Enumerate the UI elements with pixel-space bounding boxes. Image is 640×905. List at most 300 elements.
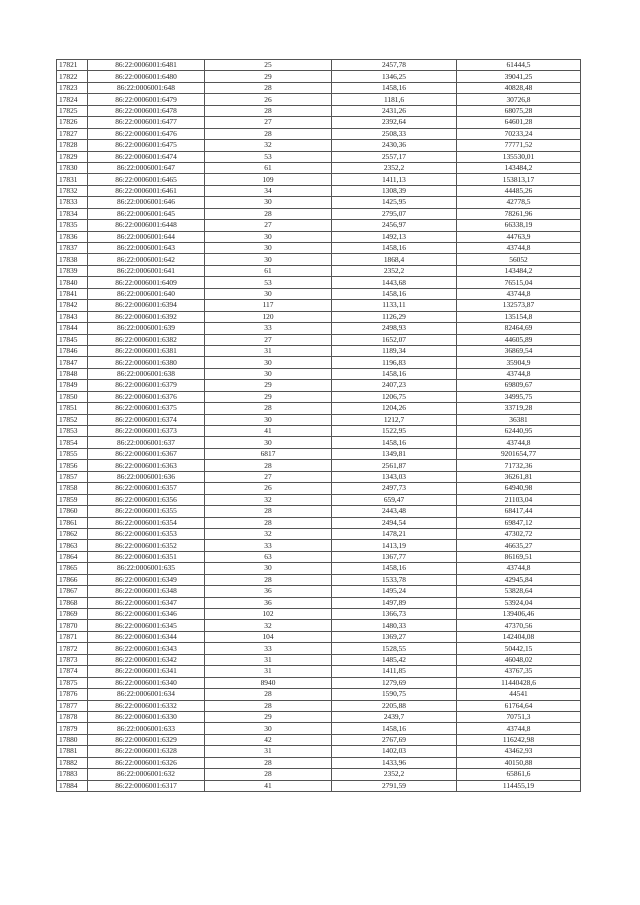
row-number-cell: 17862 [57, 528, 88, 539]
cadastral-number-cell: 86:22:0006001:6461 [88, 185, 205, 196]
cadastral-value-cell: 53828,64 [457, 586, 581, 597]
cadastral-number-cell: 86:22:0006001:632 [88, 769, 205, 780]
cadastral-value-table [56, 59, 581, 792]
area-cell: 28 [205, 769, 332, 780]
cadastral-value-cell: 33719,28 [457, 403, 581, 414]
specific-value-cell: 2443,48 [332, 506, 457, 517]
cadastral-number-cell: 86:22:0006001:6357 [88, 483, 205, 494]
cadastral-value-cell: 64601,28 [457, 117, 581, 128]
specific-value-cell: 1133,11 [332, 300, 457, 311]
table-row [57, 254, 581, 265]
cadastral-number-cell: 86:22:0006001:6376 [88, 391, 205, 402]
table-row [57, 174, 581, 185]
specific-value-cell: 1868,4 [332, 254, 457, 265]
cadastral-value-cell: 36381 [457, 414, 581, 425]
table-row [57, 551, 581, 562]
specific-value-cell: 659,47 [332, 494, 457, 505]
specific-value-cell: 1212,7 [332, 414, 457, 425]
table-row [57, 677, 581, 688]
area-cell: 31 [205, 654, 332, 665]
cadastral-number-cell: 86:22:0006001:6380 [88, 357, 205, 368]
area-cell: 42 [205, 734, 332, 745]
table-row [57, 609, 581, 620]
cadastral-value-cell: 78261,96 [457, 208, 581, 219]
row-number-cell: 17833 [57, 197, 88, 208]
cadastral-number-cell: 86:22:0006001:6363 [88, 460, 205, 471]
row-number-cell: 17856 [57, 460, 88, 471]
area-cell: 34 [205, 185, 332, 196]
cadastral-value-cell: 43744,8 [457, 288, 581, 299]
cadastral-number-cell: 86:22:0006001:637 [88, 437, 205, 448]
area-cell: 6817 [205, 448, 332, 459]
area-cell: 28 [205, 403, 332, 414]
cadastral-value-cell: 46048,02 [457, 654, 581, 665]
area-cell: 31 [205, 746, 332, 757]
cadastral-number-cell: 86:22:0006001:641 [88, 265, 205, 276]
specific-value-cell: 1458,16 [332, 243, 457, 254]
cadastral-value-cell: 44485,26 [457, 185, 581, 196]
cadastral-value-cell: 43744,8 [457, 723, 581, 734]
area-cell: 104 [205, 631, 332, 642]
specific-value-cell: 2456,97 [332, 220, 457, 231]
table-row [57, 243, 581, 254]
table-row [57, 300, 581, 311]
area-cell: 30 [205, 231, 332, 242]
cadastral-number-cell: 86:22:0006001:6373 [88, 426, 205, 437]
table-row [57, 128, 581, 139]
cadastral-number-cell: 86:22:0006001:636 [88, 471, 205, 482]
cadastral-number-cell: 86:22:0006001:6478 [88, 105, 205, 116]
row-number-cell: 17853 [57, 426, 88, 437]
row-number-cell: 17877 [57, 700, 88, 711]
area-cell: 33 [205, 540, 332, 551]
row-number-cell: 17878 [57, 711, 88, 722]
cadastral-number-cell: 86:22:0006001:6474 [88, 151, 205, 162]
area-cell: 30 [205, 437, 332, 448]
row-number-cell: 17843 [57, 311, 88, 322]
row-number-cell: 17828 [57, 140, 88, 151]
cadastral-number-cell: 86:22:0006001:6375 [88, 403, 205, 414]
area-cell: 30 [205, 197, 332, 208]
cadastral-value-cell: 143484,2 [457, 265, 581, 276]
area-cell: 26 [205, 94, 332, 105]
cadastral-number-cell: 86:22:0006001:6330 [88, 711, 205, 722]
cadastral-value-cell: 68075,28 [457, 105, 581, 116]
cadastral-value-cell: 30726,8 [457, 94, 581, 105]
cadastral-value-cell: 132573,87 [457, 300, 581, 311]
area-cell: 117 [205, 300, 332, 311]
cadastral-value-cell: 44763,9 [457, 231, 581, 242]
row-number-cell: 17855 [57, 448, 88, 459]
table-row [57, 220, 581, 231]
table-row [57, 265, 581, 276]
table-row [57, 780, 581, 791]
cadastral-number-cell: 86:22:0006001:646 [88, 197, 205, 208]
cadastral-value-cell: 65861,6 [457, 769, 581, 780]
table-row [57, 414, 581, 425]
row-number-cell: 17826 [57, 117, 88, 128]
area-cell: 61 [205, 265, 332, 276]
area-cell: 28 [205, 128, 332, 139]
cadastral-value-cell: 86169,51 [457, 551, 581, 562]
row-number-cell: 17836 [57, 231, 88, 242]
cadastral-number-cell: 86:22:0006001:6328 [88, 746, 205, 757]
cadastral-number-cell: 86:22:0006001:6351 [88, 551, 205, 562]
specific-value-cell: 1528,55 [332, 643, 457, 654]
table-row [57, 94, 581, 105]
specific-value-cell: 2494,54 [332, 517, 457, 528]
area-cell: 29 [205, 71, 332, 82]
table-row [57, 437, 581, 448]
cadastral-value-cell: 82464,69 [457, 323, 581, 334]
specific-value-cell: 1206,75 [332, 391, 457, 402]
specific-value-cell: 1652,07 [332, 334, 457, 345]
row-number-cell: 17863 [57, 540, 88, 551]
table-row [57, 723, 581, 734]
cadastral-number-cell: 86:22:0006001:6341 [88, 666, 205, 677]
area-cell: 102 [205, 609, 332, 620]
area-cell: 30 [205, 357, 332, 368]
cadastral-value-cell: 21103,04 [457, 494, 581, 505]
cadastral-value-cell: 50442,15 [457, 643, 581, 654]
row-number-cell: 17858 [57, 483, 88, 494]
cadastral-value-cell: 36869,54 [457, 345, 581, 356]
cadastral-number-cell: 86:22:0006001:6448 [88, 220, 205, 231]
area-cell: 28 [205, 105, 332, 116]
area-cell: 31 [205, 666, 332, 677]
specific-value-cell: 2205,88 [332, 700, 457, 711]
specific-value-cell: 1458,16 [332, 82, 457, 93]
table-row [57, 563, 581, 574]
cadastral-number-cell: 86:22:0006001:6340 [88, 677, 205, 688]
cadastral-value-cell: 44541 [457, 689, 581, 700]
cadastral-value-cell: 53924,04 [457, 597, 581, 608]
row-number-cell: 17825 [57, 105, 88, 116]
area-cell: 28 [205, 460, 332, 471]
row-number-cell: 17866 [57, 574, 88, 585]
row-number-cell: 17871 [57, 631, 88, 642]
area-cell: 29 [205, 380, 332, 391]
cadastral-value-cell: 116242,98 [457, 734, 581, 745]
table-body [57, 60, 581, 792]
cadastral-value-cell: 11440428,6 [457, 677, 581, 688]
table-row [57, 345, 581, 356]
specific-value-cell: 1458,16 [332, 368, 457, 379]
row-number-cell: 17881 [57, 746, 88, 757]
specific-value-cell: 2392,64 [332, 117, 457, 128]
specific-value-cell: 2457,78 [332, 60, 457, 71]
area-cell: 32 [205, 528, 332, 539]
table-row [57, 277, 581, 288]
table-row [57, 757, 581, 768]
area-cell: 36 [205, 586, 332, 597]
cadastral-number-cell: 86:22:0006001:6381 [88, 345, 205, 356]
table-row [57, 151, 581, 162]
area-cell: 28 [205, 574, 332, 585]
table-row [57, 185, 581, 196]
row-number-cell: 17837 [57, 243, 88, 254]
table-row [57, 311, 581, 322]
row-number-cell: 17872 [57, 643, 88, 654]
cadastral-number-cell: 86:22:0006001:644 [88, 231, 205, 242]
specific-value-cell: 1495,24 [332, 586, 457, 597]
area-cell: 28 [205, 82, 332, 93]
cadastral-number-cell: 86:22:0006001:6465 [88, 174, 205, 185]
area-cell: 32 [205, 494, 332, 505]
row-number-cell: 17834 [57, 208, 88, 219]
table-row [57, 426, 581, 437]
cadastral-value-cell: 36261,81 [457, 471, 581, 482]
table-row [57, 586, 581, 597]
cadastral-value-cell: 135154,8 [457, 311, 581, 322]
cadastral-number-cell: 86:22:0006001:648 [88, 82, 205, 93]
specific-value-cell: 1367,77 [332, 551, 457, 562]
row-number-cell: 17832 [57, 185, 88, 196]
cadastral-number-cell: 86:22:0006001:647 [88, 162, 205, 173]
cadastral-value-cell: 69809,67 [457, 380, 581, 391]
specific-value-cell: 2439,7 [332, 711, 457, 722]
cadastral-value-cell: 61444,5 [457, 60, 581, 71]
specific-value-cell: 1497,89 [332, 597, 457, 608]
row-number-cell: 17838 [57, 254, 88, 265]
specific-value-cell: 2557,17 [332, 151, 457, 162]
cadastral-number-cell: 86:22:0006001:6394 [88, 300, 205, 311]
cadastral-number-cell: 86:22:0006001:6347 [88, 597, 205, 608]
row-number-cell: 17847 [57, 357, 88, 368]
cadastral-number-cell: 86:22:0006001:6409 [88, 277, 205, 288]
table-row [57, 700, 581, 711]
table-row [57, 517, 581, 528]
table-row [57, 597, 581, 608]
cadastral-value-cell: 70233,24 [457, 128, 581, 139]
area-cell: 30 [205, 288, 332, 299]
table-row [57, 334, 581, 345]
row-number-cell: 17846 [57, 345, 88, 356]
specific-value-cell: 1480,33 [332, 620, 457, 631]
cadastral-number-cell: 86:22:0006001:6342 [88, 654, 205, 665]
area-cell: 27 [205, 334, 332, 345]
row-number-cell: 17873 [57, 654, 88, 665]
row-number-cell: 17831 [57, 174, 88, 185]
cadastral-value-cell: 39041,25 [457, 71, 581, 82]
specific-value-cell: 1485,42 [332, 654, 457, 665]
cadastral-value-cell: 42778,5 [457, 197, 581, 208]
specific-value-cell: 1458,16 [332, 723, 457, 734]
row-number-cell: 17857 [57, 471, 88, 482]
cadastral-value-cell: 139406,46 [457, 609, 581, 620]
row-number-cell: 17841 [57, 288, 88, 299]
table-row [57, 208, 581, 219]
area-cell: 27 [205, 471, 332, 482]
area-cell: 63 [205, 551, 332, 562]
table-row [57, 631, 581, 642]
specific-value-cell: 1126,29 [332, 311, 457, 322]
row-number-cell: 17883 [57, 769, 88, 780]
cadastral-value-cell: 153813,17 [457, 174, 581, 185]
cadastral-number-cell: 86:22:0006001:6353 [88, 528, 205, 539]
table-row [57, 574, 581, 585]
specific-value-cell: 1425,95 [332, 197, 457, 208]
area-cell: 30 [205, 254, 332, 265]
row-number-cell: 17851 [57, 403, 88, 414]
row-number-cell: 17875 [57, 677, 88, 688]
row-number-cell: 17821 [57, 60, 88, 71]
row-number-cell: 17824 [57, 94, 88, 105]
cadastral-value-cell: 69847,12 [457, 517, 581, 528]
table-row [57, 506, 581, 517]
specific-value-cell: 2791,59 [332, 780, 457, 791]
cadastral-number-cell: 86:22:0006001:6343 [88, 643, 205, 654]
area-cell: 31 [205, 345, 332, 356]
row-number-cell: 17869 [57, 609, 88, 620]
specific-value-cell: 2795,07 [332, 208, 457, 219]
specific-value-cell: 1411,85 [332, 666, 457, 677]
table-row [57, 483, 581, 494]
specific-value-cell: 2352,2 [332, 265, 457, 276]
cadastral-value-cell: 43744,8 [457, 437, 581, 448]
cadastral-number-cell: 86:22:0006001:638 [88, 368, 205, 379]
area-cell: 30 [205, 368, 332, 379]
row-number-cell: 17848 [57, 368, 88, 379]
cadastral-value-cell: 35904,9 [457, 357, 581, 368]
cadastral-value-cell: 143484,2 [457, 162, 581, 173]
row-number-cell: 17865 [57, 563, 88, 574]
cadastral-number-cell: 86:22:0006001:640 [88, 288, 205, 299]
row-number-cell: 17867 [57, 586, 88, 597]
specific-value-cell: 1346,25 [332, 71, 457, 82]
specific-value-cell: 1413,19 [332, 540, 457, 551]
area-cell: 36 [205, 597, 332, 608]
table-row [57, 105, 581, 116]
cadastral-number-cell: 86:22:0006001:633 [88, 723, 205, 734]
row-number-cell: 17884 [57, 780, 88, 791]
area-cell: 27 [205, 117, 332, 128]
table-row [57, 60, 581, 71]
cadastral-value-cell: 66338,19 [457, 220, 581, 231]
cadastral-number-cell: 86:22:0006001:6329 [88, 734, 205, 745]
cadastral-number-cell: 86:22:0006001:645 [88, 208, 205, 219]
cadastral-number-cell: 86:22:0006001:6374 [88, 414, 205, 425]
specific-value-cell: 1366,73 [332, 609, 457, 620]
cadastral-value-cell: 34995,75 [457, 391, 581, 402]
row-number-cell: 17864 [57, 551, 88, 562]
area-cell: 32 [205, 140, 332, 151]
cadastral-number-cell: 86:22:0006001:635 [88, 563, 205, 574]
specific-value-cell: 1492,13 [332, 231, 457, 242]
row-number-cell: 17860 [57, 506, 88, 517]
cadastral-value-cell: 77771,52 [457, 140, 581, 151]
area-cell: 109 [205, 174, 332, 185]
area-cell: 33 [205, 323, 332, 334]
cadastral-value-cell: 43744,8 [457, 243, 581, 254]
cadastral-number-cell: 86:22:0006001:6352 [88, 540, 205, 551]
specific-value-cell: 1343,03 [332, 471, 457, 482]
area-cell: 53 [205, 277, 332, 288]
specific-value-cell: 1181,6 [332, 94, 457, 105]
area-cell: 27 [205, 220, 332, 231]
row-number-cell: 17868 [57, 597, 88, 608]
cadastral-value-cell: 56052 [457, 254, 581, 265]
cadastral-value-cell: 46635,27 [457, 540, 581, 551]
table-row [57, 380, 581, 391]
cadastral-number-cell: 86:22:0006001:6392 [88, 311, 205, 322]
cadastral-value-cell: 47370,56 [457, 620, 581, 631]
table-row [57, 471, 581, 482]
cadastral-number-cell: 86:22:0006001:6354 [88, 517, 205, 528]
row-number-cell: 17879 [57, 723, 88, 734]
area-cell: 33 [205, 643, 332, 654]
area-cell: 30 [205, 243, 332, 254]
specific-value-cell: 1590,75 [332, 689, 457, 700]
row-number-cell: 17849 [57, 380, 88, 391]
cadastral-value-cell: 71732,36 [457, 460, 581, 471]
cadastral-number-cell: 86:22:0006001:6326 [88, 757, 205, 768]
row-number-cell: 17844 [57, 323, 88, 334]
table-row [57, 746, 581, 757]
table-row [57, 231, 581, 242]
area-cell: 41 [205, 780, 332, 791]
row-number-cell: 17859 [57, 494, 88, 505]
specific-value-cell: 1433,96 [332, 757, 457, 768]
cadastral-value-cell: 64940,98 [457, 483, 581, 494]
specific-value-cell: 2430,36 [332, 140, 457, 151]
table-row [57, 654, 581, 665]
specific-value-cell: 2497,73 [332, 483, 457, 494]
cadastral-number-cell: 86:22:0006001:6346 [88, 609, 205, 620]
table-row [57, 494, 581, 505]
cadastral-value-cell: 43744,8 [457, 563, 581, 574]
row-number-cell: 17876 [57, 689, 88, 700]
specific-value-cell: 1478,21 [332, 528, 457, 539]
cadastral-number-cell: 86:22:0006001:6382 [88, 334, 205, 345]
area-cell: 28 [205, 506, 332, 517]
row-number-cell: 17835 [57, 220, 88, 231]
cadastral-number-cell: 86:22:0006001:642 [88, 254, 205, 265]
area-cell: 25 [205, 60, 332, 71]
cadastral-value-cell: 114455,19 [457, 780, 581, 791]
specific-value-cell: 2508,33 [332, 128, 457, 139]
cadastral-number-cell: 86:22:0006001:6344 [88, 631, 205, 642]
cadastral-number-cell: 86:22:0006001:6479 [88, 94, 205, 105]
area-cell: 61 [205, 162, 332, 173]
table-row [57, 288, 581, 299]
row-number-cell: 17854 [57, 437, 88, 448]
specific-value-cell: 2407,23 [332, 380, 457, 391]
table-row [57, 391, 581, 402]
cadastral-value-cell: 42945,84 [457, 574, 581, 585]
cadastral-number-cell: 86:22:0006001:639 [88, 323, 205, 334]
row-number-cell: 17823 [57, 82, 88, 93]
row-number-cell: 17850 [57, 391, 88, 402]
cadastral-number-cell: 86:22:0006001:6345 [88, 620, 205, 631]
cadastral-value-cell: 62440,95 [457, 426, 581, 437]
area-cell: 28 [205, 689, 332, 700]
specific-value-cell: 1533,78 [332, 574, 457, 585]
specific-value-cell: 1458,16 [332, 563, 457, 574]
table-row [57, 140, 581, 151]
specific-value-cell: 1204,26 [332, 403, 457, 414]
area-cell: 28 [205, 700, 332, 711]
cadastral-number-cell: 86:22:0006001:643 [88, 243, 205, 254]
row-number-cell: 17839 [57, 265, 88, 276]
specific-value-cell: 1443,68 [332, 277, 457, 288]
cadastral-value-cell: 68417,44 [457, 506, 581, 517]
cadastral-number-cell: 86:22:0006001:6476 [88, 128, 205, 139]
area-cell: 29 [205, 711, 332, 722]
table-row [57, 368, 581, 379]
cadastral-value-cell: 135530,01 [457, 151, 581, 162]
cadastral-value-cell: 70751,3 [457, 711, 581, 722]
